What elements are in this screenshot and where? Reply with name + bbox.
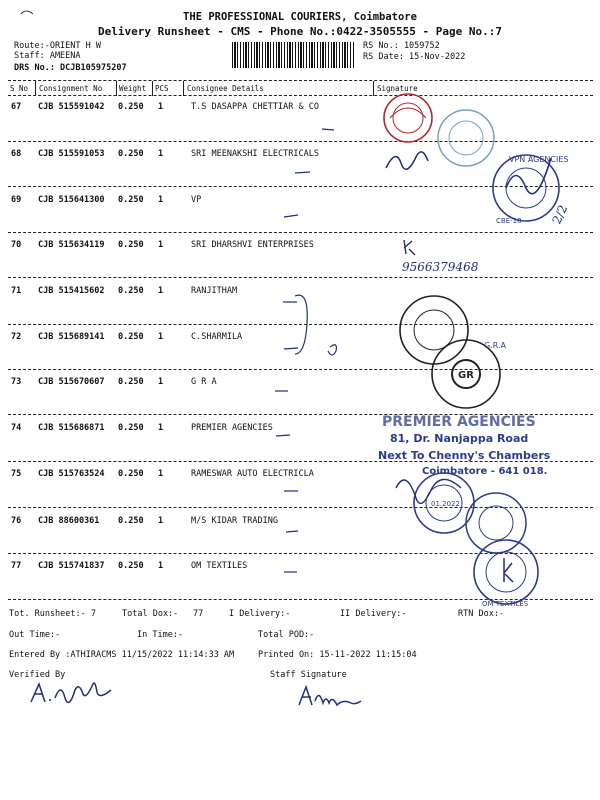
rs-date: RS Date: 15-Nov-2022	[363, 52, 466, 62]
row-sno: 70	[11, 240, 22, 250]
svg-text:GR: GR	[458, 370, 474, 381]
vpn-stamp-code: CBE-18	[496, 217, 522, 225]
row-consignment-no: CJB 515591053	[38, 149, 105, 159]
red-round-stamp	[384, 94, 432, 142]
verified-signature	[25, 678, 125, 710]
total-pod: Total POD:-	[258, 630, 315, 640]
row-consignee: PREMIER AGENCIES	[191, 423, 273, 433]
handwritten-number: 2/2	[549, 202, 571, 227]
printed-on: Printed On: 15-11-2022 11:15:04	[258, 650, 417, 660]
pen-ticks	[180, 96, 380, 606]
row-consignment-no: CJB 515415602	[38, 286, 105, 296]
row-consignee: RAMESWAR AUTO ELECTRICLA	[191, 469, 314, 479]
row-sno: 71	[11, 286, 22, 296]
col-sno: S No	[10, 84, 29, 93]
staff-signature-label: Staff Signature	[270, 670, 347, 680]
runsheet-title: Delivery Runsheet - CMS - Phone No.:0422-3505555 - Page No.:7	[98, 25, 502, 38]
row-pcs: 1	[158, 469, 164, 479]
row-weight: 0.250	[118, 149, 144, 159]
row-pcs: 1	[158, 102, 164, 112]
row-weight: 0.250	[118, 240, 144, 250]
row-sno: 73	[11, 377, 22, 387]
row-consignment-no: CJB 515763524	[38, 469, 105, 479]
col-separator	[35, 81, 36, 96]
row-consignee: VP	[191, 195, 202, 205]
row-consignee: SRI DHARSHVI ENTERPRISES	[191, 240, 314, 250]
premier-addr1: 81, Dr. Nanjappa Road	[390, 432, 529, 445]
row-weight: 0.250	[118, 332, 144, 342]
barcode	[232, 42, 354, 68]
row-weight: 0.250	[118, 102, 144, 112]
total-runsheet: Tot. Runsheet:- 7	[9, 609, 96, 619]
total-dox-value: 77	[193, 609, 204, 619]
row-pcs: 1	[158, 377, 164, 387]
row-sno: 75	[11, 469, 22, 479]
row-sno: 77	[11, 561, 22, 571]
blue-round-stamp	[438, 110, 494, 166]
row-consignment-no: CJB 515641300	[38, 195, 105, 205]
row-consignment-no: CJB 515634119	[38, 240, 105, 250]
gra-stamp-label: G.R.A	[484, 341, 507, 350]
row-consignee: RANJITHAM	[191, 286, 238, 296]
col-separator	[183, 81, 184, 96]
vpn-stamp-label: VPN AGENCIES	[509, 155, 569, 164]
ii-delivery: II Delivery:-	[340, 609, 407, 619]
signature-scribble	[386, 152, 428, 169]
drs-number: DRS No.: DCJB105975207	[14, 63, 127, 73]
row-consignment-no: CJB 515686871	[38, 423, 105, 433]
row-consignee: T.S DASAPPA CHETTIAR & CO	[191, 102, 319, 112]
staff-signature	[295, 683, 370, 709]
row70-phone: 9566379468	[402, 260, 479, 274]
entered-by: Entered By :ATHIRACMS 11/15/2022 11:14:33 AM	[9, 650, 235, 660]
row-sno: 72	[11, 332, 22, 342]
row-weight: 0.250	[118, 516, 144, 526]
premier-stamp	[378, 414, 551, 477]
col-weight: Weight	[119, 84, 147, 93]
row-sno: 74	[11, 423, 22, 433]
row-sno: 69	[11, 195, 22, 205]
i-delivery: I Delivery:-	[229, 609, 291, 619]
row-sno: 68	[11, 149, 22, 159]
col-separator	[373, 81, 374, 96]
col-pcs: PCS	[155, 84, 169, 93]
row-pcs: 1	[158, 286, 164, 296]
total-dox-label: Total Dox:-	[122, 609, 179, 619]
col-separator	[152, 81, 153, 96]
route-label: Route:-ORIENT H W	[14, 41, 101, 51]
in-time: In Time:-	[137, 630, 184, 640]
row-consignment-no: CJB 515689141	[38, 332, 105, 342]
row-pcs: 1	[158, 149, 164, 159]
row-consignee: M/S KIDAR TRADING	[191, 516, 278, 526]
col-consignee: Consignee Details	[187, 84, 264, 93]
premier-addr3: Coimbatore - 641 018.	[422, 466, 548, 477]
row-pcs: 1	[158, 332, 164, 342]
row-weight: 0.250	[118, 377, 144, 387]
row-consignee: C.SHARMILA	[191, 332, 243, 342]
row-pcs: 1	[158, 423, 164, 433]
col-separator	[116, 81, 117, 96]
row-sno: 67	[11, 102, 22, 112]
verified-by-label: Verified By	[9, 670, 66, 680]
row-pcs: 1	[158, 240, 164, 250]
staff-label: Staff: AMEENA	[14, 51, 81, 61]
row-consignment-no: CJB 515741837	[38, 561, 105, 571]
row-pcs: 1	[158, 561, 164, 571]
row-consignment-no: CJB 515591042	[38, 102, 105, 112]
om-textiles-stamp	[474, 540, 538, 608]
rs-number: RS No.: 1059752	[363, 41, 440, 51]
rtn-dox: RTN Dox:-	[458, 609, 505, 619]
row-consignment-no: CJB 515670607	[38, 377, 105, 387]
om-stamp-label: OM TEXTILES	[482, 600, 529, 608]
out-time: Out Time:-	[9, 630, 61, 640]
row-weight: 0.250	[118, 286, 144, 296]
row-sno: 76	[11, 516, 22, 526]
col-consignment: Consignment No	[39, 84, 103, 93]
row-pcs: 1	[158, 195, 164, 205]
row-weight: 0.250	[118, 469, 144, 479]
row-weight: 0.250	[118, 561, 144, 571]
rameswar-stamp	[396, 473, 526, 553]
date-stamp: 01.2022	[431, 500, 460, 508]
row-consignee: G R A	[191, 377, 217, 387]
company-title: THE PROFESSIONAL COURIERS, Coimbatore	[183, 11, 417, 23]
row-consignee: OM TEXTILES	[191, 561, 248, 571]
premier-addr2: Next To Chenny's Chambers	[378, 449, 551, 462]
gra-stamps	[400, 296, 507, 408]
signature-stamps	[376, 78, 600, 608]
pen-mark	[20, 8, 34, 16]
row-weight: 0.250	[118, 195, 144, 205]
row-pcs: 1	[158, 516, 164, 526]
premier-name: PREMIER AGENCIES	[382, 414, 536, 430]
row-weight: 0.250	[118, 423, 144, 433]
row-consignment-no: CJB 88600361	[38, 516, 100, 526]
col-signature: Signature	[377, 84, 418, 93]
row-consignee: SRI MEENAKSHI ELECTRICALS	[191, 149, 319, 159]
